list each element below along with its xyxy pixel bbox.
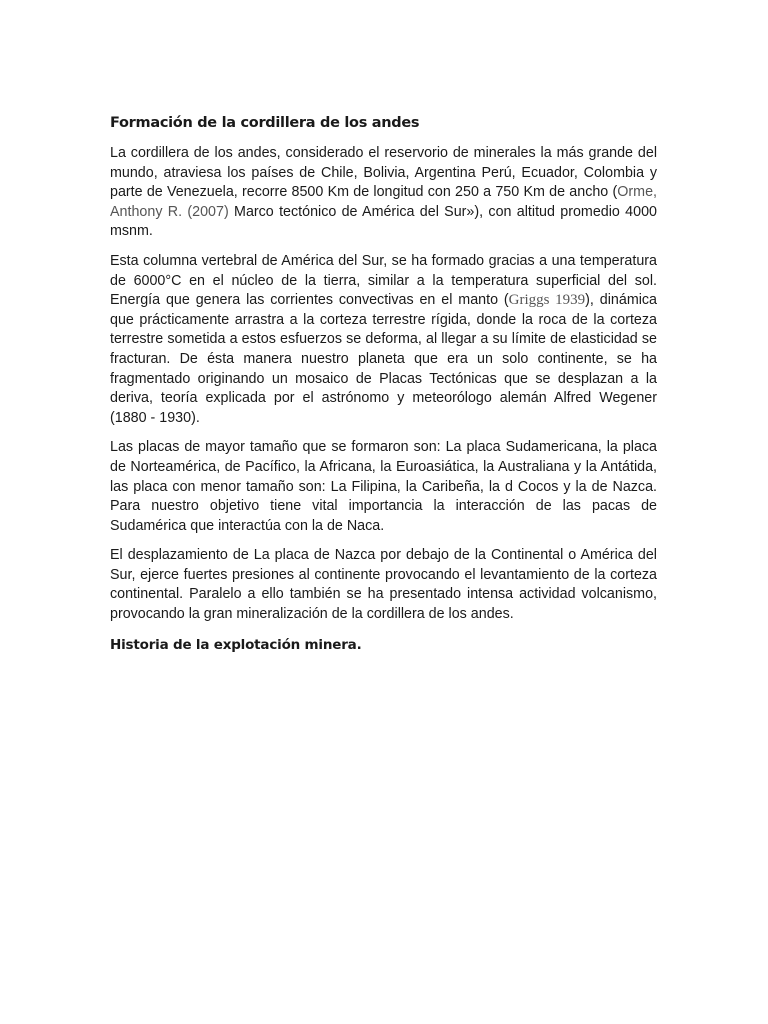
paragraph-text: ), dinámica que prácticamente arrastra a la corteza terrestre rígida, donde la roca de la corteza terrestre sometida a estos esfuerzos se deforma, al llegar a su límite de elasticidad se fracturan. De ésta manera nuestro planeta que era un solo continente, se ha fragmentado originando un mosaico de Placas Tectónicas que se desplazan a la deriva, teoría explicada por el astrónomo y meteorólogo alemán Alfred Wegener (1880 - 1930). <box>110 292 658 426</box>
document-page <box>110 112 657 655</box>
paragraph-nazca: El desplazamiento de La placa de Nazca por debajo de la Continental o América del Sur, ejerce fuertes presiones al continente provocando el levantamiento de la corteza continental. Paralelo a ello también se ha presentado intensa actividad volcanismo, provocando la gran mineralización de la cordillera de los andes. <box>110 547 657 623</box>
paragraph-text: Esta columna vertebral de América del Sur, se ha formado gracias a una temperatura de 6000°C en el núcleo de la tierra, similar a la temperatura superficial del sol. Energía que genera las corrientes convectivas en el manto ( <box>110 252 657 309</box>
paragraph-formation <box>110 252 657 428</box>
section-subheading: Historia de la explotación minera. <box>110 636 362 653</box>
document-title: Formación de la cordillera de los andes <box>110 115 420 131</box>
paragraph-andes-overview <box>110 144 657 242</box>
paragraph-text: Marco tectónico de América del Sur»), con altitud promedio 4000 msnm. <box>110 203 657 240</box>
paragraph-plates: Las placas de mayor tamaño que se formaron son: La placa Sudamericana, la placa de Norteamérica, de Pacífico, la Africana, la Euroasiática, la Australiana y la Antátida, las placa con menor tamaño son: La Filipina, la Caribeña, la d Cocos y la de Nazca. Para nuestro objetivo tiene vital importancia la interacción de las pacas de Sudamérica que interactúa con la de Naca. <box>110 439 657 534</box>
citation-griggs: Griggs 1939 <box>508 292 586 309</box>
paragraph-text: La cordillera de los andes, considerado el reservorio de minerales la más grande del mundo, atraviesa los países de Chile, Bolivia, Argentina Perú, Ecuador, Colombia y parte de Venezuela, recorre 8500 Km de longitud con 250 a 750 Km de ancho ( <box>110 145 657 201</box>
citation-orme: Orme, Anthony R. (2007) <box>110 184 657 220</box>
